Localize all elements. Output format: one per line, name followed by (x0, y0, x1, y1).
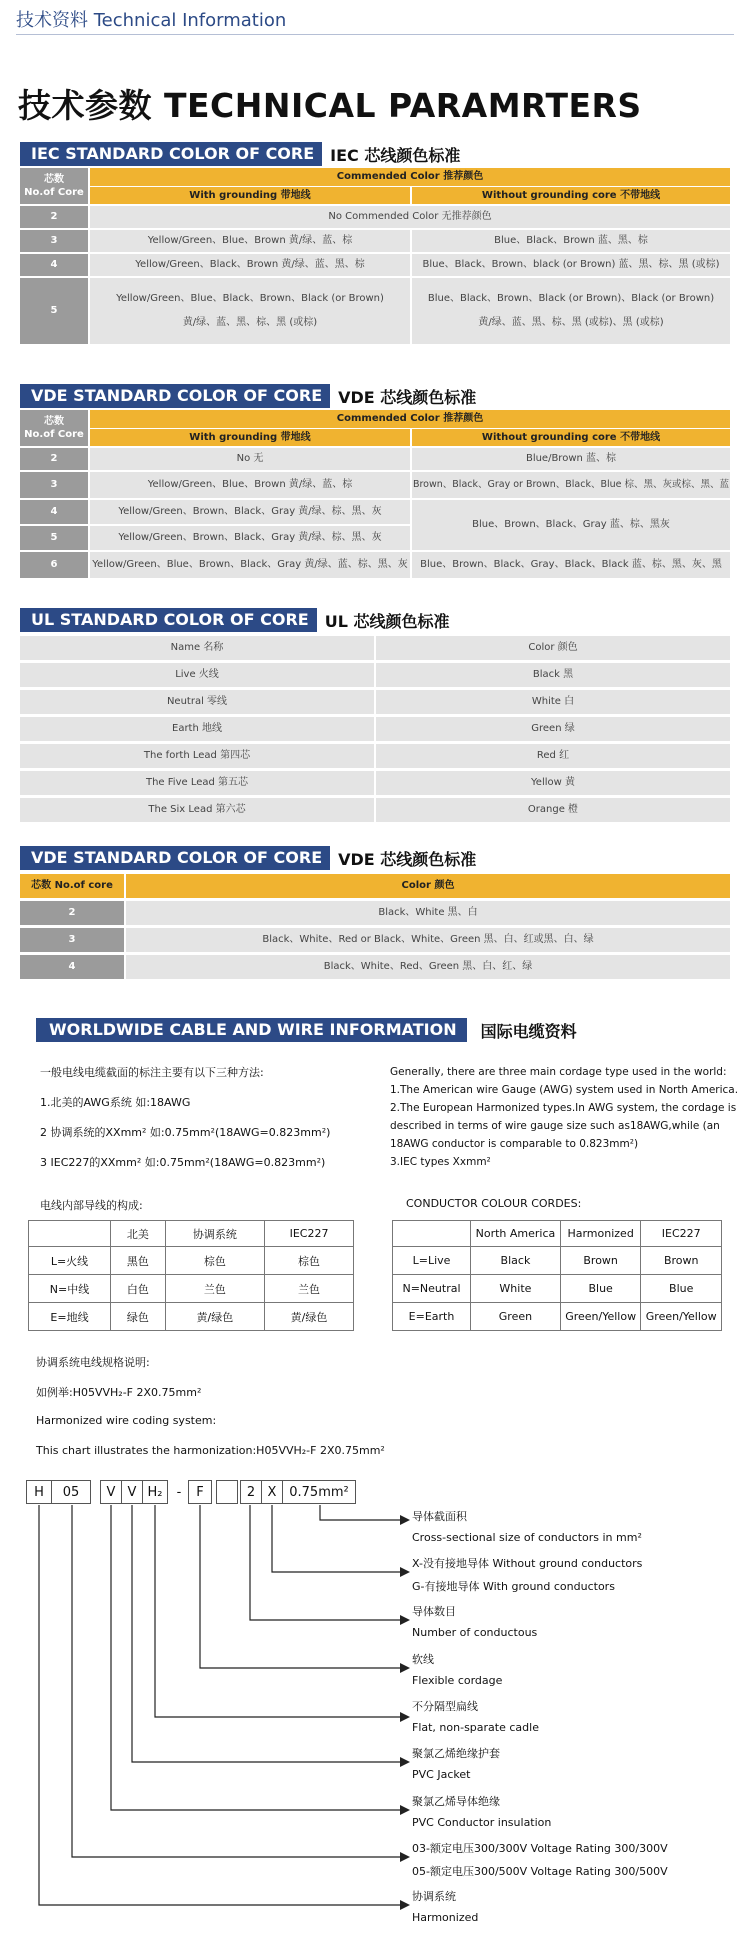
main-title: 技术参数 TECHNICAL PARAMRTERS (18, 86, 642, 125)
connector-line (250, 1505, 402, 1620)
ul-cell: Green 绿 (376, 717, 730, 741)
ww-badge: WORLDWIDE CABLE AND WIRE INFORMATION (36, 1018, 467, 1042)
vde-cn-title: VDE 芯线颜色标准 (338, 387, 477, 407)
iec-row-cell: Blue、Black、Brown、black (or Brown) 蓝、黑、棕、黑 (或棕) (412, 254, 730, 276)
coding-line: This chart illustrates the harmonization:H05VVH₂-F 2X0.75mm² (36, 1444, 385, 1457)
arrow-head (400, 1663, 410, 1673)
ww-right-cell: North America (471, 1221, 561, 1247)
header-divider (16, 34, 734, 35)
connector-line (39, 1505, 402, 1905)
ww-right-cell: Harmonized (560, 1221, 641, 1247)
vde2-table (20, 874, 730, 984)
ww-left-line: 3 IEC227的XXmm² 如:0.75mm²(18AWG=0.823mm²) (40, 1156, 326, 1169)
ul-cell: Red 红 (376, 744, 730, 768)
ww-right-line: 18AWG conductor is comparable to 0.823mm²) (390, 1138, 639, 1150)
code-box: V (121, 1480, 143, 1504)
ul-cell: Yellow 黄 (376, 771, 730, 795)
iec-row-cell: No Commended Color 无推荐颜色 (90, 206, 730, 228)
ww-right-cell: Blue (641, 1275, 722, 1303)
vde-row-cell: Yellow/Green、Blue、Brown、Black、Gray 黄/绿、蓝、棕、黑、灰 (90, 552, 410, 578)
arrow-head (400, 1757, 410, 1767)
ul-cell: Orange 橙 (376, 798, 730, 822)
ul-table (20, 636, 730, 822)
connector-line (155, 1505, 402, 1717)
vde-core-count: 4 (20, 500, 88, 524)
coding-label: 05-额定电压300/500V Voltage Rating 300/500V (412, 1865, 668, 1878)
iec-section-header (20, 142, 460, 166)
coding-label: Cross-sectional size of conductors in mm² (412, 1531, 642, 1544)
ul-cell: Color 颜色 (376, 636, 730, 660)
iec-core-count: 5 (20, 278, 88, 344)
vde-core-count: 5 (20, 526, 88, 550)
arrow-head (400, 1852, 410, 1862)
ul-cell: White 白 (376, 690, 730, 714)
ul-cell: The Six Lead 第六芯 (20, 798, 374, 822)
ww-right-cell: E=Earth (393, 1303, 471, 1331)
ww-right-cell: Green/Yellow (641, 1303, 722, 1331)
coding-label: 协调系统 (412, 1890, 456, 1903)
coding-label: 软线 (412, 1653, 434, 1666)
ul-cell: Live 火线 (20, 663, 374, 687)
connector-line (200, 1505, 402, 1668)
vde-row-cell-merged: Blue、Brown、Black、Gray 蓝、棕、黑灰 (412, 500, 730, 550)
vde-row-cell: Yellow/Green、Brown、Black、Gray 黄/绿、棕、黑、灰 (90, 500, 410, 524)
iec-commended-header: Commended Color 推荐颜色 (90, 168, 730, 186)
vde2-core-count: 4 (20, 955, 124, 979)
iec-cores-header: 芯数 No.of Core (20, 168, 88, 204)
code-box: V (100, 1480, 122, 1504)
ww-right-cell: Brown (560, 1247, 641, 1275)
coding-connectors (0, 1500, 420, 1920)
ww-left-table-title: 电线内部导线的构成: (40, 1199, 143, 1212)
ww-left-cell: 兰色 (265, 1275, 354, 1303)
connector-line (132, 1505, 402, 1762)
ww-right-table-title: CONDUCTOR COLOUR CORDES: (406, 1197, 582, 1210)
iec-without-grounding-header: Without grounding core 不带地线 (412, 187, 730, 204)
vde2-badge: VDE STANDARD COLOR OF CORE (20, 846, 330, 870)
ww-left-cell: E=地线 (29, 1303, 111, 1331)
ww-left-cell: 黄/绿色 (265, 1303, 354, 1331)
coding-label: Harmonized (412, 1911, 479, 1924)
vde-row-cell: No 无 (90, 448, 410, 470)
ww-right-cell: Brown (641, 1247, 722, 1275)
vde-row-cell: Blue、Brown、Black、Gray、Black、Black 蓝、棕、黑、灰、黑 (412, 552, 730, 578)
ww-right-line: 3.IEC types Xxmm² (390, 1156, 491, 1168)
vde-row-cell: Blue/Brown 蓝、棕 (412, 448, 730, 470)
ww-cn-title: 国际电缆资料 (480, 1021, 577, 1041)
ul-cell: The forth Lead 第四芯 (20, 744, 374, 768)
iec-core-count: 3 (20, 230, 88, 252)
header-title: 技术资料 Technical Information (16, 10, 287, 31)
vde-core-count: 2 (20, 448, 88, 470)
ww-right-line: 1.The American wire Gauge (AWG) system used in North America. (390, 1084, 739, 1096)
ww-left-cell: IEC227 (265, 1221, 354, 1247)
iec-cell-line: Blue、Black、Brown、Black (or Brown)、Black (or Brown) (427, 293, 715, 304)
coding-label: X-没有接地导体 Without ground conductors (412, 1557, 643, 1570)
ww-left-line: 1.北美的AWG系统 如:18AWG (40, 1096, 191, 1109)
vde-core-count: 3 (20, 472, 88, 498)
vde2-row-cell: Black、White、Red、Green 黑、白、红、绿 (126, 955, 730, 979)
coding-label: G-有接地导体 With ground conductors (412, 1580, 615, 1593)
coding-label: 03-额定电压300/300V Voltage Rating 300/300V (412, 1842, 668, 1855)
vde-core-count: 6 (20, 552, 88, 578)
coding-line: 协调系统电线规格说明: (36, 1356, 150, 1369)
iec-cell-line: 黄/绿、蓝、黑、棕、黑 (或棕)、黑 (或棕) (478, 317, 664, 328)
arrow-head (400, 1567, 410, 1577)
vde2-core-count: 2 (20, 901, 124, 925)
ww-left-cell: 兰色 (165, 1275, 264, 1303)
code-box: H (26, 1480, 52, 1504)
iec-cn-title: IEC 芯线颜色标准 (330, 145, 461, 165)
vde-without-grounding-header: Without grounding core 不带地线 (412, 429, 730, 446)
ww-right-cell (393, 1221, 471, 1247)
ww-left-cell: 白色 (111, 1275, 166, 1303)
ww-right-line: Generally, there are three main cordage type used in the world: (390, 1066, 727, 1078)
code-box: 0.75mm² (282, 1480, 356, 1504)
ww-left-line: 2 协调系统的XXmm² 如:0.75mm²(18AWG=0.823mm²) (40, 1126, 331, 1139)
ww-right-cell: Black (471, 1247, 561, 1275)
ww-left-cell: 黑色 (111, 1247, 166, 1275)
ul-cell: Neutral 零线 (20, 690, 374, 714)
iec-row-cell: Yellow/Green、Blue、Brown 黄/绿、蓝、棕 (90, 230, 410, 252)
ww-left-line: 一般电线电缆截面的标注主要有以下三种方法: (40, 1066, 264, 1079)
vde-row-cell: Yellow/Green、Blue、Brown 黄/绿、蓝、棕 (90, 472, 410, 498)
vde-row-cell: Brown、Black、Gray or Brown、Black、Blue 棕、黑、灰或棕、黑、蓝 (412, 472, 730, 498)
iec-cell-line: 黄/绿、蓝、黑、棕、黑 (或棕) (182, 317, 318, 328)
vde2-cores-header: 芯数 No.of core (20, 874, 124, 898)
ul-cell: Earth 地线 (20, 717, 374, 741)
vde2-cn-title: VDE 芯线颜色标准 (338, 849, 477, 869)
ww-section-header (36, 1018, 577, 1042)
ww-left-cell: N=中线 (29, 1275, 111, 1303)
ul-cell: Name 名称 (20, 636, 374, 660)
coding-label: PVC Jacket (412, 1768, 471, 1781)
vde2-core-count: 3 (20, 928, 124, 952)
ww-left-cell: 北美 (111, 1221, 166, 1247)
iec-core-count: 4 (20, 254, 88, 276)
iec-cell-line: Yellow/Green、Blue、Black、Brown、Black (or Brown) (116, 293, 384, 304)
arrow-head (400, 1515, 410, 1525)
connector-line (72, 1505, 402, 1857)
vde-row-cell: Yellow/Green、Brown、Black、Gray 黄/绿、棕、黑、灰 (90, 526, 410, 550)
coding-label: Flat, non-sparate cadle (412, 1721, 539, 1734)
coding-label: 导体截面积 (412, 1510, 467, 1523)
vde2-row-cell: Black、White 黑、白 (126, 901, 730, 925)
ww-left-cell: 棕色 (165, 1247, 264, 1275)
code-box: 2 (240, 1480, 262, 1504)
ww-left-cell: 绿色 (111, 1303, 166, 1331)
vde-cores-header: 芯数 No.of Core (20, 410, 88, 446)
vde2-row-cell: Black、White、Red or Black、White、Green 黑、白、红或黑、白、绿 (126, 928, 730, 952)
vde2-color-header: Color 颜色 (126, 874, 730, 898)
connector-line (272, 1505, 402, 1572)
code-box: H₂ (142, 1480, 168, 1504)
ul-cell: Black 黑 (376, 663, 730, 687)
coding-label: 导体数目 (412, 1605, 456, 1618)
ul-badge: UL STANDARD COLOR OF CORE (20, 608, 317, 632)
ww-left-cell: 协调系统 (165, 1221, 264, 1247)
iec-table (20, 166, 730, 356)
coding-label: 聚氯乙烯绝缘护套 (412, 1747, 500, 1760)
coding-label: 不分隔型扁线 (412, 1700, 478, 1713)
ww-right-line: described in terms of wire gauge size such as18AWG,while (an (390, 1120, 720, 1132)
connector-line (320, 1505, 402, 1520)
coding-label: PVC Conductor insulation (412, 1816, 552, 1829)
ww-left-cell: 黄/绿色 (165, 1303, 264, 1331)
coding-label: Flexible cordage (412, 1674, 503, 1687)
ww-right-cell: Blue (560, 1275, 641, 1303)
vde-commended-header: Commended Color 推荐颜色 (90, 410, 730, 428)
ww-left-table (28, 1220, 354, 1331)
code-box: F (188, 1480, 212, 1504)
coding-line: 如例举:H05VVH₂-F 2X0.75mm² (36, 1386, 202, 1399)
code-box: X (261, 1480, 283, 1504)
coding-line: Harmonized wire coding system: (36, 1414, 217, 1427)
ww-left-cell: L=火线 (29, 1247, 111, 1275)
ul-section-header (20, 608, 449, 632)
arrow-head (400, 1615, 410, 1625)
ul-cn-title: UL 芯线颜色标准 (324, 611, 450, 631)
ww-right-cell: IEC227 (641, 1221, 722, 1247)
ww-right-cell: White (471, 1275, 561, 1303)
ww-right-cell: L=Live (393, 1247, 471, 1275)
ww-right-cell: Green (471, 1303, 561, 1331)
coding-label: 聚氯乙烯导体绝缘 (412, 1795, 500, 1808)
iec-core-count: 2 (20, 206, 88, 228)
ww-right-line: 2.The European Harmonized types.In AWG system, the cordage is (390, 1102, 737, 1114)
vde-badge: VDE STANDARD COLOR OF CORE (20, 384, 330, 408)
iec-row-cell (90, 278, 410, 344)
code-box: - (172, 1480, 186, 1504)
ww-left-cell (29, 1221, 111, 1247)
coding-label: Number of conductous (412, 1626, 538, 1639)
arrow-head (400, 1805, 410, 1815)
ww-right-cell: N=Neutral (393, 1275, 471, 1303)
ww-right-cell: Green/Yellow (560, 1303, 641, 1331)
ww-left-cell: 棕色 (265, 1247, 354, 1275)
iec-with-grounding-header: With grounding 带地线 (90, 187, 410, 204)
iec-badge: IEC STANDARD COLOR OF CORE (20, 142, 322, 166)
arrow-head (400, 1900, 410, 1910)
iec-row-cell: Blue、Black、Brown 蓝、黑、棕 (412, 230, 730, 252)
top-bar (0, 0, 750, 36)
code-box: 05 (51, 1480, 91, 1504)
vde-section-header (20, 384, 476, 408)
ww-right-table (392, 1220, 722, 1331)
ul-cell: The Five Lead 第五芯 (20, 771, 374, 795)
vde-table (20, 408, 730, 586)
iec-row-cell: Yellow/Green、Black、Brown 黄/绿、蓝、黑、棕 (90, 254, 410, 276)
arrow-head (400, 1712, 410, 1722)
vde2-section-header (20, 846, 476, 870)
iec-row-cell (412, 278, 730, 344)
vde-with-grounding-header: With grounding 带地线 (90, 429, 410, 446)
